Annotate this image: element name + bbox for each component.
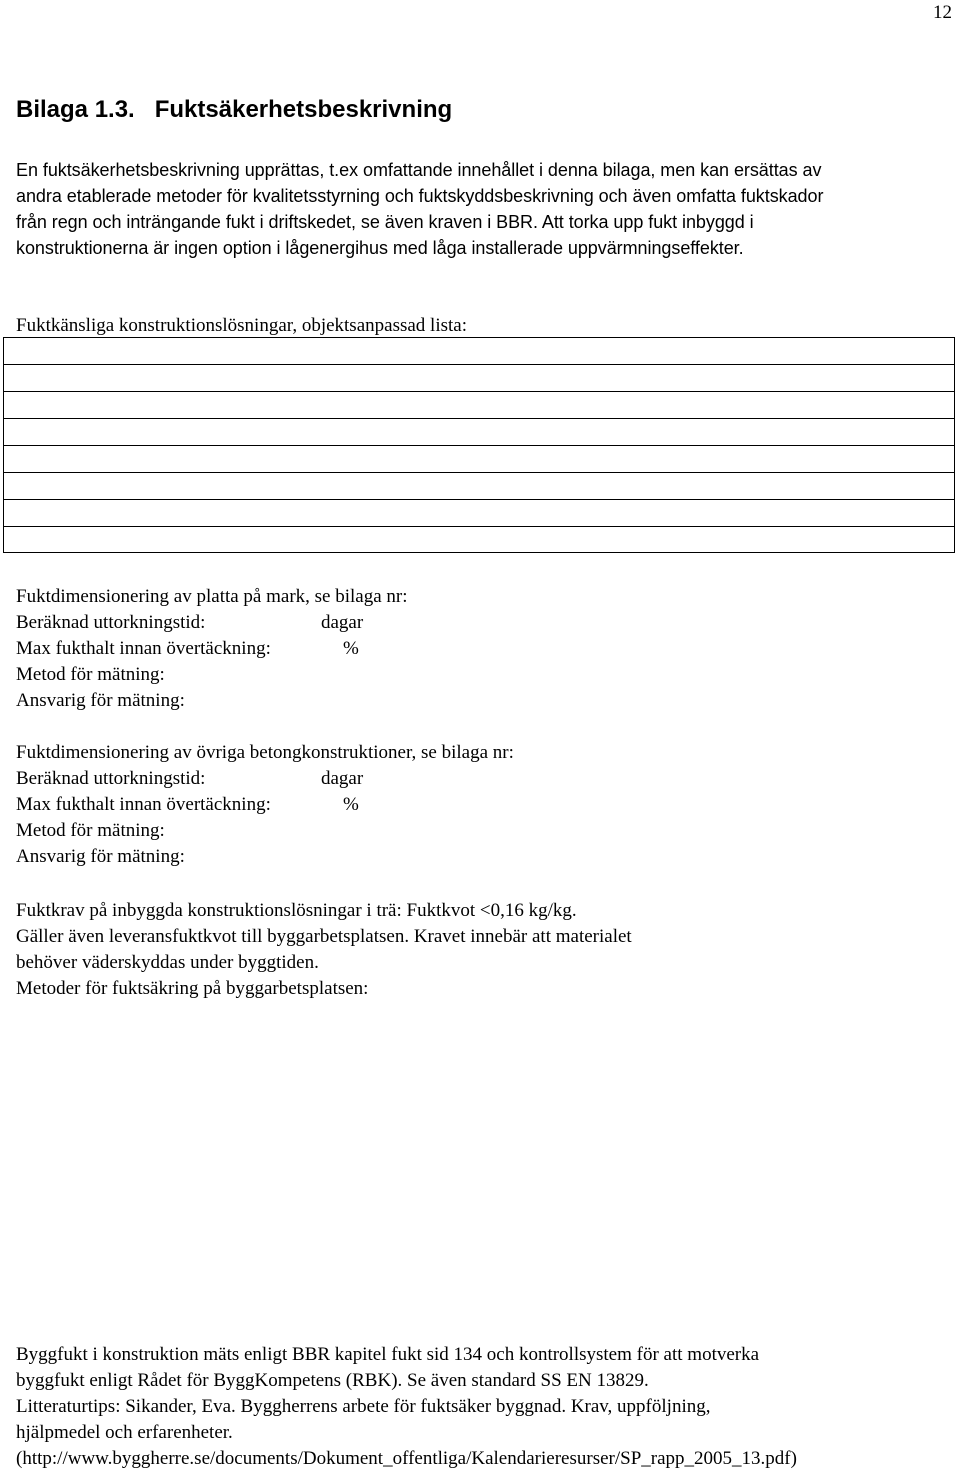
ovriga-title: Fuktdimensionering av övriga betongkonstruktioner, se bilaga nr: (16, 742, 514, 763)
drying-label: Beräknad uttorkningstid: (16, 612, 206, 633)
footer-line-3: Litteraturtips: Sikander, Eva. Byggherrens arbete för fuktsäker byggnad. Krav, uppföljning, (16, 1396, 711, 1417)
moisture-label: Max fukthalt innan övertäckning: (16, 794, 271, 815)
footer-line-4: hjälpmedel och erfarenheter. (16, 1422, 233, 1443)
page-title (16, 96, 452, 124)
list-row[interactable] (4, 419, 954, 446)
ovriga-moisture-row (16, 792, 359, 818)
list-row[interactable] (4, 500, 954, 527)
intro-line-4: konstruktionerna är ingen option i lågenergihus med låga installerade uppvärmningseffekter. (16, 238, 744, 258)
wood-line-2: Gäller även leveransfuktkvot till byggarbetsplatsen. Kravet innebär att materialet (16, 926, 632, 947)
list-row[interactable] (4, 392, 954, 419)
list-row[interactable] (4, 446, 954, 473)
wood-line-1: Fuktkrav på inbyggda konstruktionslösningar i trä: Fuktkvot <0,16 kg/kg. (16, 900, 577, 921)
drying-unit: dagar (321, 768, 364, 789)
list-row[interactable] (4, 365, 954, 392)
page-number: 12 (933, 2, 952, 23)
intro-line-1: En fuktsäkerhetsbeskrivning upprättas, t.ex omfattande innehållet i denna bilaga, men kan ersättas av (16, 160, 822, 180)
ovriga-responsible-label: Ansvarig för mätning: (16, 846, 185, 867)
wood-line-4: Metoder för fuktsäkring på byggarbetsplatsen: (16, 978, 369, 999)
footer-line-1: Byggfukt i konstruktion mäts enligt BBR kapitel fukt sid 134 och kontrollsystem för att motverka (16, 1344, 760, 1365)
construction-list-table (3, 337, 955, 553)
list-label: Fuktkänsliga konstruktionslösningar, objektsanpassad lista: (16, 315, 467, 336)
platta-responsible-label: Ansvarig för mätning: (16, 690, 185, 711)
drying-unit: dagar (321, 612, 364, 633)
moisture-unit: % (343, 794, 359, 815)
platta-moisture-row (16, 636, 359, 662)
platta-method-label: Metod för mätning: (16, 664, 165, 685)
moisture-unit: % (343, 638, 359, 659)
footer-link[interactable]: (http://www.byggherre.se/documents/Dokument_offentliga/Kalendarieresurser/SP_rapp_2005_13.pdf) (16, 1448, 797, 1469)
appendix-number: Bilaga 1.3. (16, 96, 135, 123)
footer-line-2: byggfukt enligt Rådet för ByggKompetens (RBK). Se även standard SS EN 13829. (16, 1370, 649, 1391)
list-row[interactable] (4, 473, 954, 500)
list-row[interactable] (4, 338, 954, 365)
platta-drying-row (16, 610, 363, 636)
wood-line-3: behöver väderskyddas under byggtiden. (16, 952, 319, 973)
platta-title: Fuktdimensionering av platta på mark, se bilaga nr: (16, 586, 408, 607)
drying-label: Beräknad uttorkningstid: (16, 768, 206, 789)
ovriga-drying-row (16, 766, 363, 792)
intro-line-3: från regn och inträngande fukt i driftskedet, se även kraven i BBR. Att torka upp fukt inbyggd i (16, 212, 754, 232)
intro-line-2: andra etablerade metoder för kvalitetsstyrning och fuktskyddsbeskrivning och även omfatta fuktskador (16, 186, 824, 206)
moisture-label: Max fukthalt innan övertäckning: (16, 638, 271, 659)
appendix-title: Fuktsäkerhetsbeskrivning (154, 96, 453, 123)
list-row[interactable] (4, 527, 954, 554)
ovriga-method-label: Metod för mätning: (16, 820, 165, 841)
